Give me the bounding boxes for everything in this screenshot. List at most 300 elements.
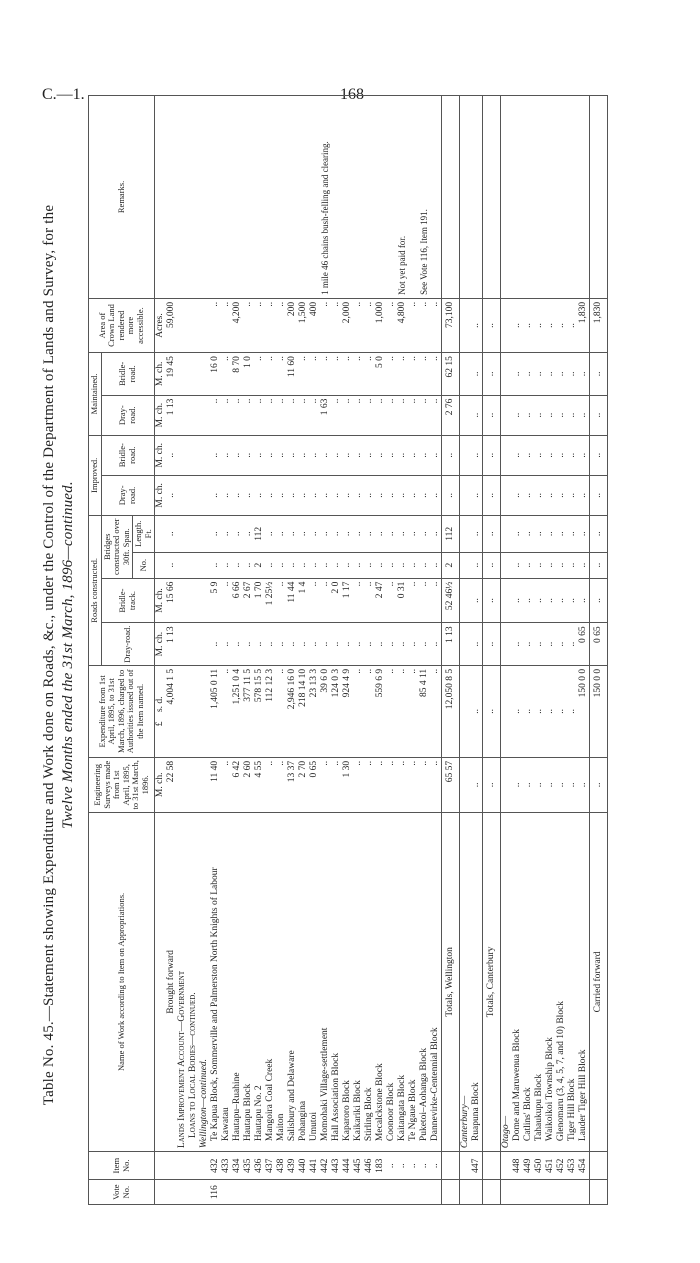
col-bridle: Bridle-track.: [101, 578, 155, 623]
improved-dray-value: ..: [397, 475, 408, 515]
remarks-value: [298, 96, 309, 299]
vote-number: [232, 1180, 243, 1205]
bridges-length-value: ..: [567, 515, 578, 552]
remarks-value: [331, 96, 342, 299]
item-number: 449: [523, 1152, 534, 1180]
surveys-value: ..: [578, 757, 590, 812]
bridle-value: ..: [534, 578, 545, 623]
table-row: [232, 96, 243, 1205]
bridges-no-value: ..: [331, 552, 342, 578]
improved-dray-value: ..: [375, 475, 386, 515]
dray-value: ..: [556, 623, 567, 665]
maintained-dray-value: ..: [430, 395, 442, 435]
bridges-length-value: ..: [353, 515, 364, 552]
maintained-dray-value: ..: [397, 395, 408, 435]
remarks-value: [375, 96, 386, 299]
improved-bridle-value: ..: [419, 435, 430, 475]
region-otago: Otago—: [501, 812, 513, 1151]
section-heading-row: [177, 96, 199, 1205]
surveys-value: ..: [364, 757, 375, 812]
dray-value: ..: [331, 623, 342, 665]
unit-expenditure: £ s. d.: [155, 665, 167, 757]
bridle-value: ..: [320, 578, 331, 623]
expenditure-value: 559 6 9: [375, 665, 386, 757]
maintained-bridle-value: ..: [397, 353, 408, 395]
area-value: 1,500: [298, 298, 309, 352]
maintained-bridle-value: ..: [276, 353, 287, 395]
dray-value: 0 65: [578, 623, 590, 665]
maintained-bridle-value: ..: [364, 353, 375, 395]
area-value: ..: [419, 298, 430, 352]
bridges-length-value: ..: [375, 515, 386, 552]
vote-number: [364, 1180, 375, 1205]
bridges-length-value: ..: [232, 515, 243, 552]
surveys-value: 1 30: [342, 757, 353, 812]
vote-number: [276, 1180, 287, 1205]
work-name: Waikoikoi Township Block: [545, 812, 556, 1151]
maintained-dray-value: ..: [298, 395, 309, 435]
dray-value: ..: [221, 623, 232, 665]
vote-number: [512, 1180, 523, 1205]
item-number: 445: [353, 1152, 364, 1180]
improved-dray-value: ..: [287, 475, 298, 515]
maintained-bridle-value: 1 0: [243, 353, 254, 395]
remarks-value: [309, 96, 320, 299]
item-number: ..: [408, 1152, 419, 1180]
unit-dray: M. ch.: [155, 623, 167, 665]
bridges-no-value: ..: [430, 552, 442, 578]
remarks-value: [254, 96, 265, 299]
maintained-dray-value: ..: [386, 395, 397, 435]
item-number: 448: [512, 1152, 523, 1180]
maintained-dray-value: ..: [353, 395, 364, 435]
maintained-bridle-value: ..: [353, 353, 364, 395]
bridle-value: 11 44: [287, 578, 298, 623]
area-value: ..: [243, 298, 254, 352]
area-value: 200: [287, 298, 298, 352]
remarks-value: [353, 96, 364, 299]
maintained-dray-value: ..: [545, 395, 556, 435]
maintained-bridle-value: 8 70: [232, 353, 243, 395]
table-row: 447 Ruapuna Block .. .. .. .. .. .. .. .. .. .. ..: [471, 96, 483, 1205]
remarks-value: [578, 96, 590, 299]
work-name: Salisbury and Delaware: [287, 812, 298, 1151]
remarks-value: [287, 96, 298, 299]
expenditure-value: ..: [534, 665, 545, 757]
bridle-value: 1 70: [254, 578, 265, 623]
work-name: Lauder Tiger Hill Block: [578, 812, 590, 1151]
dray-value: ..: [545, 623, 556, 665]
area-value: ..: [430, 298, 442, 352]
col-dray: Dray-road.: [101, 623, 155, 665]
expenditure-value: ..: [408, 665, 419, 757]
bridges-no-value: ..: [364, 552, 375, 578]
brought-forward-row: Brought forward 22 58 4,004 1 5 1 13 15 66 .. .. .. .. 1 13 19 45 59,000: [166, 96, 177, 1205]
table-row: [375, 96, 386, 1205]
improved-bridle-value: ..: [386, 435, 397, 475]
expenditure-value: 23 13 3: [309, 665, 320, 757]
table-row: [364, 96, 375, 1205]
work-name: Puketoi–Aohanga Block: [419, 812, 430, 1151]
col-name: Name of Work according to Item on Appropriations.: [89, 812, 155, 1151]
remarks-value: [232, 96, 243, 299]
bridges-no-value: ..: [287, 552, 298, 578]
maintained-bridle-value: ..: [342, 353, 353, 395]
improved-bridle-value: ..: [331, 435, 342, 475]
expenditure-value: 578 15 5: [254, 665, 265, 757]
table-row: [430, 96, 442, 1205]
area-value: 4,800: [397, 298, 408, 352]
table-row: [331, 96, 342, 1205]
maintained-dray-value: ..: [523, 395, 534, 435]
item-number: ..: [430, 1152, 442, 1180]
table-row: [556, 96, 567, 1205]
area-value: ..: [534, 298, 545, 352]
expenditure-value: 2,946 16 0: [287, 665, 298, 757]
bridle-value: ..: [364, 578, 375, 623]
work-name: Umutoi: [309, 812, 320, 1151]
bridges-no-value: ..: [243, 552, 254, 578]
col-bridges-length: Length. Ft.: [133, 515, 155, 552]
carried-forward-label: Carried forward: [590, 812, 608, 1151]
maintained-dray-value: ..: [265, 395, 276, 435]
bridle-value: ..: [578, 578, 590, 623]
surveys-value: ..: [331, 757, 342, 812]
maintained-bridle-value: ..: [523, 353, 534, 395]
item-number: 454: [578, 1152, 590, 1180]
bridges-length-value: ..: [298, 515, 309, 552]
area-value: ..: [386, 298, 397, 352]
bridges-length-value: ..: [320, 515, 331, 552]
item-number: 440: [298, 1152, 309, 1180]
bridle-value: 1 17: [342, 578, 353, 623]
item-number: 432: [210, 1152, 221, 1180]
maintained-dray-value: ..: [567, 395, 578, 435]
maintained-bridle-value: ..: [578, 353, 590, 395]
table-row: [419, 96, 430, 1205]
vote-number: [342, 1180, 353, 1205]
dray-value: ..: [419, 623, 430, 665]
brought-forward-label: Brought forward: [166, 812, 177, 1151]
remarks-value: Not yet paid for.: [397, 96, 408, 299]
expenditure-value: 124 0 3: [331, 665, 342, 757]
expenditure-value: ..: [364, 665, 375, 757]
improved-dray-value: ..: [243, 475, 254, 515]
bridle-value: ..: [556, 578, 567, 623]
maintained-bridle-value: ..: [567, 353, 578, 395]
col-imp-bridle: Bridle-road.: [101, 435, 155, 475]
col-surveys: Engineering Surveys made from 1st April, 1895, to 31st March, 1896.: [89, 757, 155, 812]
table-row: [276, 96, 287, 1205]
work-name: Coonoor Block: [386, 812, 397, 1151]
item-number: 450: [534, 1152, 545, 1180]
dray-value: ..: [534, 623, 545, 665]
maintained-bridle-value: ..: [309, 353, 320, 395]
bridges-no-value: ..: [567, 552, 578, 578]
work-name: Mangoira Coal Creek: [265, 812, 276, 1151]
area-value: 4,200: [232, 298, 243, 352]
vote-number: [265, 1180, 276, 1205]
surveys-value: 13 37: [287, 757, 298, 812]
bridle-value: 6 66: [232, 578, 243, 623]
dray-value: ..: [276, 623, 287, 665]
units-row: [155, 96, 167, 1205]
region-row-wellington: [199, 96, 210, 1205]
ruapuna-block: Ruapuna Block: [471, 812, 483, 1151]
col-improved: Improved.: [89, 435, 102, 515]
surveys-value: ..: [265, 757, 276, 812]
area-value: ..: [523, 298, 534, 352]
work-name: Kaparoro Block: [342, 812, 353, 1151]
bridges-no-value: ..: [534, 552, 545, 578]
improved-dray-value: ..: [578, 475, 590, 515]
maintained-dray-value: ..: [419, 395, 430, 435]
area-value: ..: [353, 298, 364, 352]
bridges-length-value: ..: [243, 515, 254, 552]
maintained-dray-value: ..: [578, 395, 590, 435]
table-row: [309, 96, 320, 1205]
remarks-value: [545, 96, 556, 299]
col-imp-dray: Dray-road.: [101, 475, 155, 515]
surveys-value: 0 65: [309, 757, 320, 812]
expenditure-value: ..: [397, 665, 408, 757]
table-row: [254, 96, 265, 1205]
bridges-no-value: ..: [265, 552, 276, 578]
surveys-value: ..: [419, 757, 430, 812]
bridges-no-value: ..: [419, 552, 430, 578]
improved-bridle-value: ..: [534, 435, 545, 475]
dray-value: ..: [375, 623, 386, 665]
unit-main-bridle: M. ch.: [155, 353, 167, 395]
rotated-page-content: [40, 85, 700, 1225]
improved-bridle-value: ..: [353, 435, 364, 475]
improved-dray-value: ..: [221, 475, 232, 515]
table-row: [342, 96, 353, 1205]
title-line-2: Twelve Months ended the 31st March, 1896—continued.: [60, 481, 76, 829]
item-number: 451: [545, 1152, 556, 1180]
maintained-bridle-value: ..: [221, 353, 232, 395]
surveys-value: ..: [534, 757, 545, 812]
bridges-no-value: ..: [545, 552, 556, 578]
table-row: [298, 96, 309, 1205]
unit-main-dray: M. ch.: [155, 395, 167, 435]
table-row: [221, 96, 232, 1205]
work-name: Stirling Block: [364, 812, 375, 1151]
bridges-no-value: ..: [353, 552, 364, 578]
area-value: ..: [364, 298, 375, 352]
col-bridges-no: No.: [133, 552, 155, 578]
col-remarks: Remarks.: [89, 96, 155, 299]
bridges-length-value: ..: [523, 515, 534, 552]
maintained-bridle-value: ..: [534, 353, 545, 395]
col-vote: Vote No.: [89, 1180, 155, 1205]
maintained-dray-value: ..: [287, 395, 298, 435]
item-number: 436: [254, 1152, 265, 1180]
item-number: 453: [567, 1152, 578, 1180]
maintained-bridle-value: ..: [545, 353, 556, 395]
improved-bridle-value: ..: [221, 435, 232, 475]
vote-number: [545, 1180, 556, 1205]
maintained-bridle-value: ..: [254, 353, 265, 395]
bridges-no-value: ..: [232, 552, 243, 578]
item-number: 437: [265, 1152, 276, 1180]
vote-number: [353, 1180, 364, 1205]
area-value: ..: [512, 298, 523, 352]
remarks-value: [243, 96, 254, 299]
expenditure-value: ..: [386, 665, 397, 757]
maintained-dray-value: ..: [534, 395, 545, 435]
dray-value: ..: [298, 623, 309, 665]
work-name: Kaitangata Block: [397, 812, 408, 1151]
document-code: C.—1.: [42, 86, 85, 103]
table-row: [578, 96, 590, 1205]
table-row: [397, 96, 408, 1205]
maintained-dray-value: ..: [364, 395, 375, 435]
surveys-value: 11 40: [210, 757, 221, 812]
surveys-value: ..: [408, 757, 419, 812]
expenditure-value: 112 12 3: [265, 665, 276, 757]
dray-value: ..: [210, 623, 221, 665]
improved-bridle-value: ..: [578, 435, 590, 475]
improved-bridle-value: ..: [320, 435, 331, 475]
improved-bridle-value: ..: [408, 435, 419, 475]
surveys-value: 4 55: [254, 757, 265, 812]
work-name: Kawatau: [221, 812, 232, 1151]
bridges-no-value: ..: [342, 552, 353, 578]
bridges-length-value: ..: [578, 515, 590, 552]
maintained-bridle-value: ..: [430, 353, 442, 395]
surveys-value: ..: [375, 757, 386, 812]
bridges-length-value: ..: [221, 515, 232, 552]
work-name: Mecalckstone Block: [375, 812, 386, 1151]
remarks-value: [342, 96, 353, 299]
table-row: [210, 96, 221, 1205]
bridges-no-value: ..: [512, 552, 523, 578]
dray-value: ..: [397, 623, 408, 665]
expenditure-value: ..: [567, 665, 578, 757]
item-number: 434: [232, 1152, 243, 1180]
vote-number: [578, 1180, 590, 1205]
area-value: ..: [265, 298, 276, 352]
expenditure-value: ..: [221, 665, 232, 757]
improved-bridle-value: ..: [232, 435, 243, 475]
improved-dray-value: ..: [523, 475, 534, 515]
bridle-value: ..: [512, 578, 523, 623]
surveys-value: ..: [567, 757, 578, 812]
surveys-value: 2 60: [243, 757, 254, 812]
col-area: Area of Crown Land rendered more accessible.: [89, 298, 155, 352]
dray-value: ..: [265, 623, 276, 665]
table-row: [265, 96, 276, 1205]
improved-dray-value: ..: [408, 475, 419, 515]
improved-dray-value: ..: [567, 475, 578, 515]
area-value: ..: [210, 298, 221, 352]
maintained-dray-value: ..: [221, 395, 232, 435]
improved-bridle-value: ..: [309, 435, 320, 475]
expenditure-value: ..: [276, 665, 287, 757]
area-value: ..: [221, 298, 232, 352]
bridges-no-value: ..: [408, 552, 419, 578]
item-number: ..: [397, 1152, 408, 1180]
dray-value: ..: [309, 623, 320, 665]
vote-number: [430, 1180, 442, 1205]
bridges-length-value: ..: [276, 515, 287, 552]
work-name: Hautapu–Ruahine: [232, 812, 243, 1151]
maintained-bridle-value: ..: [320, 353, 331, 395]
surveys-value: 2 70: [298, 757, 309, 812]
bridges-no-value: ..: [397, 552, 408, 578]
improved-bridle-value: ..: [430, 435, 442, 475]
improved-dray-value: ..: [534, 475, 545, 515]
area-value: ..: [254, 298, 265, 352]
vote-number: [534, 1180, 545, 1205]
improved-dray-value: ..: [545, 475, 556, 515]
bridges-no-value: ..: [276, 552, 287, 578]
section-heading: Lands Improvement Account—Government Loans to Local Bodies—continued.: [177, 812, 199, 1151]
bridges-length-value: ..: [265, 515, 276, 552]
work-name: Kaikariki Block: [353, 812, 364, 1151]
maintained-bridle-value: 5 0: [375, 353, 386, 395]
remarks-value: [567, 96, 578, 299]
region-wellington: Wellington—continued.: [199, 812, 210, 1151]
table-row: [353, 96, 364, 1205]
item-number: 435: [243, 1152, 254, 1180]
bridle-value: ..: [221, 578, 232, 623]
work-name: Hautapu No. 2: [254, 812, 265, 1151]
bridges-length-value: ..: [419, 515, 430, 552]
improved-bridle-value: ..: [254, 435, 265, 475]
bridle-value: 2 0: [331, 578, 342, 623]
dray-value: ..: [364, 623, 375, 665]
improved-dray-value: ..: [298, 475, 309, 515]
remarks-value: [364, 96, 375, 299]
dray-value: ..: [567, 623, 578, 665]
expenditure-value: 924 4 9: [342, 665, 353, 757]
improved-dray-value: ..: [254, 475, 265, 515]
improved-bridle-value: ..: [287, 435, 298, 475]
dray-value: ..: [243, 623, 254, 665]
vote-number: 116: [210, 1180, 221, 1205]
region-row-canterbury: [460, 96, 472, 1205]
vote-number: [419, 1180, 430, 1205]
expenditure-value: 218 14 10: [298, 665, 309, 757]
col-maintained: Maintained.: [89, 353, 102, 436]
table-row: [386, 96, 397, 1205]
col-main-dray: Dray-road.: [101, 395, 155, 435]
vote-number: [221, 1180, 232, 1205]
dray-value: ..: [320, 623, 331, 665]
improved-bridle-value: ..: [567, 435, 578, 475]
remarks-value: 1 mile 46 chains bush-felling and clearing.: [320, 96, 331, 299]
surveys-value: ..: [430, 757, 442, 812]
work-name: Maiton: [276, 812, 287, 1151]
work-name: Dome and Maruwenua Block: [512, 812, 523, 1151]
region-canterbury: Canterbury—: [460, 812, 472, 1151]
bridle-value: 1 4: [298, 578, 309, 623]
bridges-length-value: ..: [408, 515, 419, 552]
bridle-value: ..: [523, 578, 534, 623]
item-number: 446: [364, 1152, 375, 1180]
bridle-value: ..: [276, 578, 287, 623]
work-name: Glenomaru (3, 4, 5, 7, and 10) Block: [556, 812, 567, 1151]
item-number: ..: [419, 1152, 430, 1180]
expenditure-value: 1,405 0 11: [210, 665, 221, 757]
bridges-no-value: ..: [578, 552, 590, 578]
work-name: Hautapu Block: [243, 812, 254, 1151]
remarks-value: [534, 96, 545, 299]
table-row: [567, 96, 578, 1205]
bridges-no-value: ..: [298, 552, 309, 578]
